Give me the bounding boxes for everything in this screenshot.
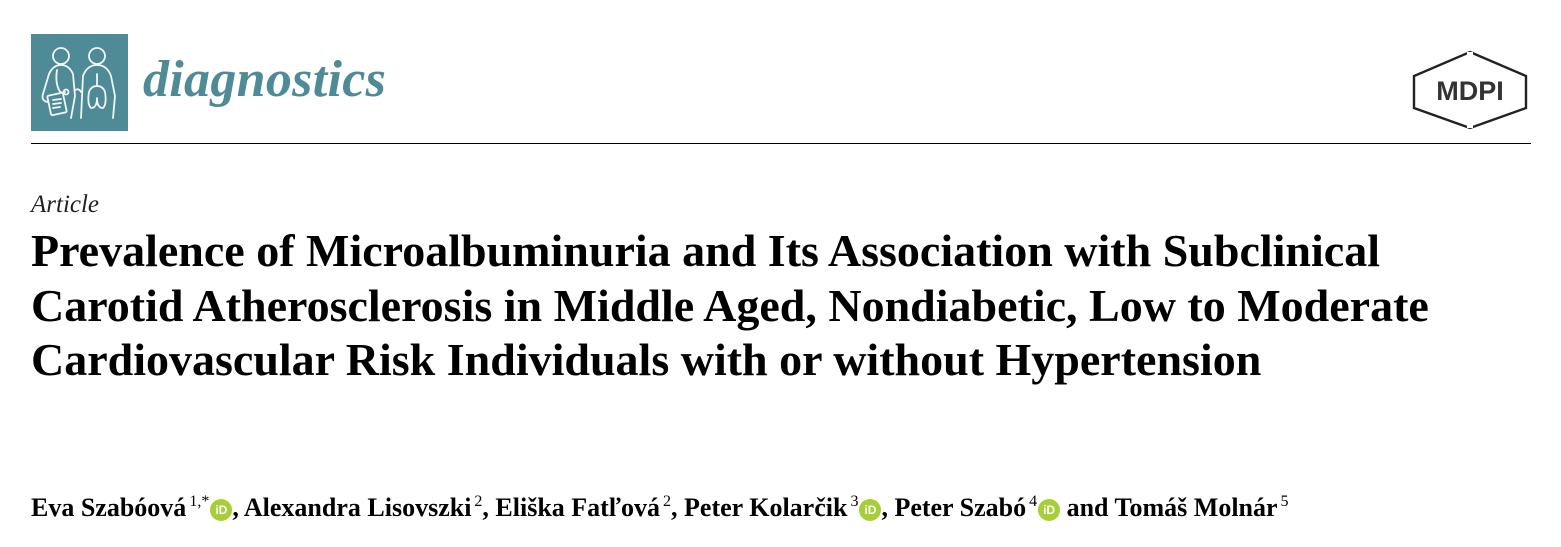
author-affiliation: 5 bbox=[1280, 493, 1289, 510]
author-separator: , bbox=[232, 493, 244, 522]
journal-name: diagnostics bbox=[143, 51, 387, 108]
author-separator: , bbox=[482, 493, 496, 522]
author-affiliation: 1,* bbox=[189, 493, 210, 510]
author-name[interactable]: Alexandra Lisovszki bbox=[243, 493, 472, 522]
orcid-icon[interactable]: iD bbox=[859, 499, 881, 521]
mdpi-logo bbox=[1409, 50, 1531, 130]
diagnostics-journal-logo-icon bbox=[31, 34, 128, 131]
orcid-icon[interactable]: iD bbox=[1038, 499, 1060, 521]
article-title: Prevalence of Microalbuminuria and Its Association with Subclinical Carotid Atherosclerosis in Middle Aged, Nondiabetic, Low to Moderate Cardiovascular Risk Individuals with or without Hypertension bbox=[31, 225, 1429, 385]
author-affiliation: 4 bbox=[1029, 493, 1038, 510]
author-name[interactable]: Eva Szabóová bbox=[31, 493, 187, 522]
header-divider bbox=[31, 143, 1531, 144]
author-name[interactable]: Peter Kolarčik bbox=[684, 493, 848, 522]
orcid-icon[interactable]: iD bbox=[210, 499, 232, 521]
author-affiliation: 2 bbox=[663, 493, 672, 510]
author-list bbox=[31, 488, 1551, 528]
author-name[interactable]: Peter Szabó bbox=[894, 493, 1027, 522]
author-name[interactable]: Tomáš Molnár bbox=[1114, 493, 1278, 522]
article-type: Article bbox=[31, 191, 100, 218]
author-separator: , bbox=[881, 493, 895, 522]
journal-header bbox=[31, 34, 1531, 144]
author-affiliation: 2 bbox=[474, 493, 483, 510]
publisher-name: MDPI bbox=[1436, 76, 1504, 106]
author-name[interactable]: Eliška Fatľová bbox=[495, 493, 661, 522]
author-affiliation: 3 bbox=[850, 493, 859, 510]
author-separator: , bbox=[671, 493, 685, 522]
author-separator: and bbox=[1060, 493, 1115, 522]
